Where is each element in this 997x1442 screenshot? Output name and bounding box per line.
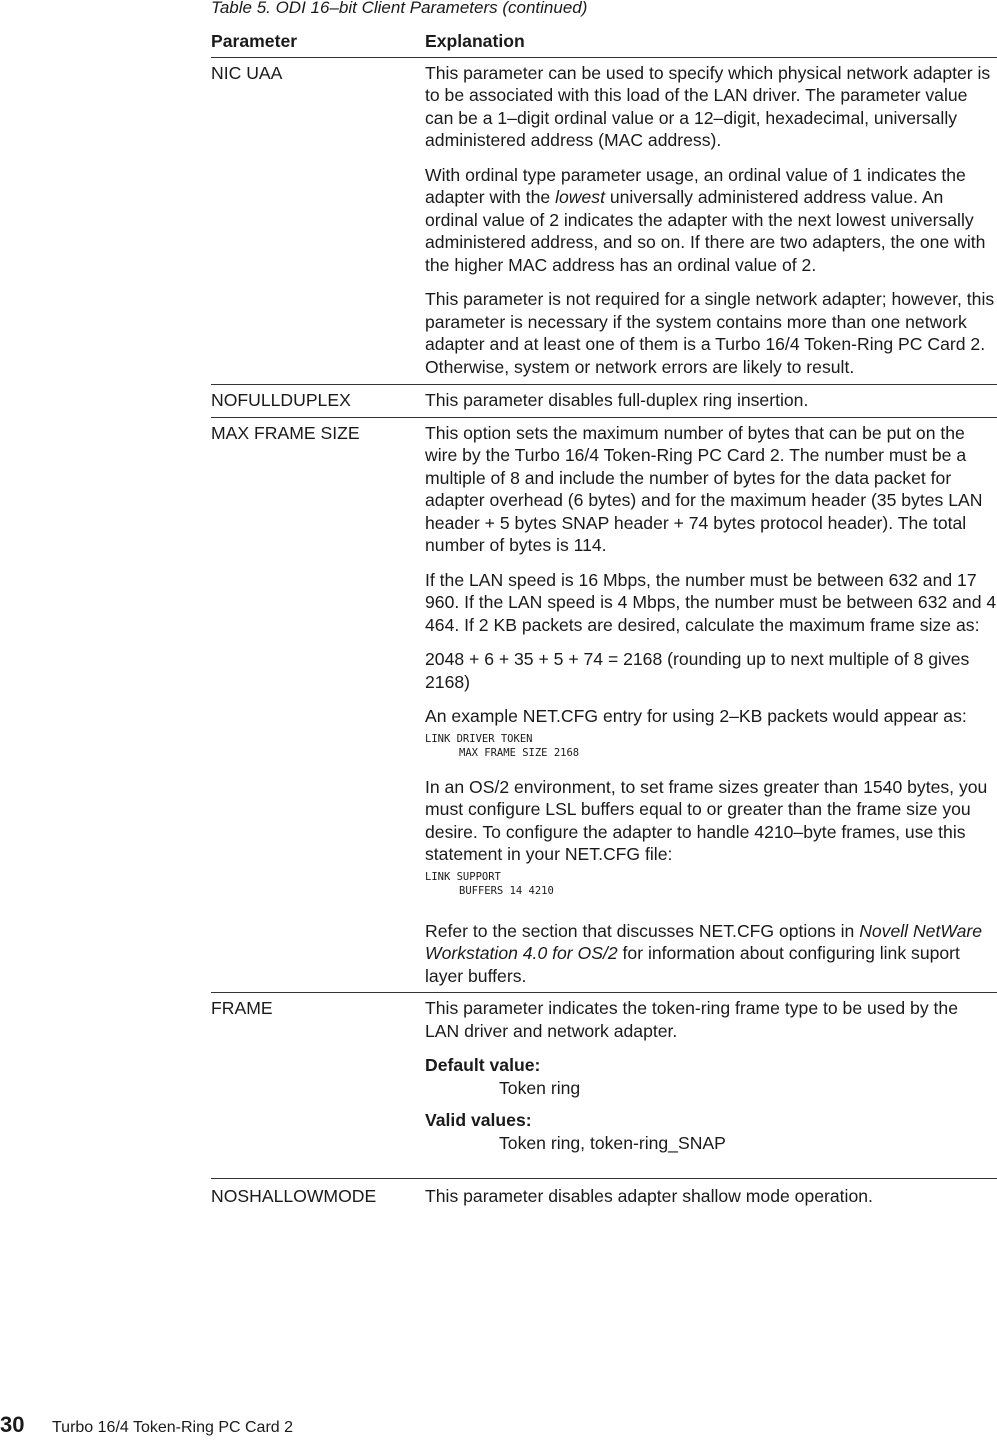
param-explanation xyxy=(425,1179,997,1213)
param-name: MAX FRAME SIZE xyxy=(211,417,425,993)
explanation-paragraph: With ordinal type parameter usage, an ordinal value of 1 indicates the adapter with the lowest universally administered address value. An ordinal value of 2 indicates the adapter with the next lowest universally administered address, and so on. If there are two adapters, the one with the higher MAC address has an ordinal value of 2. xyxy=(425,164,986,275)
valid-values: Token ring, token-ring_SNAP xyxy=(499,1132,726,1153)
param-name: NIC UAA xyxy=(211,62,283,83)
explanation-paragraph: This parameter disables adapter shallow mode operation. xyxy=(425,1186,873,1206)
explanation-paragraph: This option sets the maximum number of bytes that can be put on the wire by the Turbo 16/4 Token-Ring PC Card 2. The number must be a multiple of 8 and include the number of bytes for the data packet for adapter overhead (6 bytes) and for the maximum header (35 bytes LAN header + 5 bytes SNAP header + 74 bytes protocol header). The total number of bytes is 114. xyxy=(425,422,983,555)
param-explanation xyxy=(425,417,997,993)
valid-values-label: Valid values: xyxy=(425,1110,532,1130)
page-footer xyxy=(0,1412,293,1438)
explanation-paragraph: This parameter disables full-duplex ring insertion. xyxy=(425,390,809,410)
code-line: LINK DRIVER TOKEN xyxy=(425,732,533,745)
table-row-frame xyxy=(211,993,997,1179)
param-explanation xyxy=(425,57,997,385)
code-example xyxy=(425,870,997,898)
param-explanation xyxy=(425,385,997,418)
footer-title: Turbo 16/4 Token-Ring PC Card 2 xyxy=(52,1419,294,1436)
code-line: BUFFERS 14 4210 xyxy=(459,884,554,897)
emphasis-text: Novell NetWare Workstation 4.0 for OS/2 xyxy=(425,920,983,963)
table-row-nofullduplex xyxy=(211,385,997,418)
param-name: FRAME xyxy=(211,993,425,1179)
table-row-noshallowmode xyxy=(211,1179,997,1213)
explanation-paragraph: If the LAN speed is 16 Mbps, the number must be between 632 and 17 960. If the LAN speed is 4 Mbps, the number must be between 632 and 4 464. If 2 KB packets are desired, calculate the maximum frame size as: xyxy=(425,569,997,635)
explanation-paragraph: Refer to the section that discusses NET.CFG options in Novell NetWare Workstation 4.0 for OS/2 for information about configuring link suport layer buffers. xyxy=(425,920,983,986)
default-value: Token ring xyxy=(499,1077,581,1098)
explanation-paragraph: This parameter indicates the token-ring frame type to be used by the LAN driver and network adapter. xyxy=(425,998,958,1041)
default-value-label: Default value: xyxy=(425,1055,541,1075)
table-header-row xyxy=(211,30,997,57)
header-parameter: Parameter xyxy=(211,30,425,57)
code-example xyxy=(425,732,997,760)
explanation-paragraph: This parameter is not required for a single network adapter; however, this parameter is necessary if the system contains more than one network adapter and at least one of them is a Turbo 16/4 Token-Ring PC Card 2. Otherwise, system or network errors are likely to result. xyxy=(425,289,995,377)
table-caption: Table 5. ODI 16–bit Client Parameters (continued) xyxy=(211,0,588,17)
code-line: LINK SUPPORT xyxy=(425,870,501,883)
param-name: NOSHALLOWMODE xyxy=(211,1179,425,1213)
header-explanation: Explanation xyxy=(425,30,997,57)
explanation-paragraph: An example NET.CFG entry for using 2–KB packets would appear as: xyxy=(425,706,967,726)
page-number: 30 xyxy=(0,1412,25,1437)
explanation-paragraph: This parameter can be used to specify which physical network adapter is to be associated with this load of the LAN driver. The parameter value can be a 1–digit ordinal value or a 12–digit, hexadecimal, universally administered address (MAC address). xyxy=(425,62,991,150)
emphasis-text: lowest xyxy=(555,187,605,207)
explanation-paragraph: In an OS/2 environment, to set frame sizes greater than 1540 bytes, you must configure LSL buffers equal to or greater than the frame size you desire. To configure the adapter to handle 4210–byte frames, use this statement in your NET.CFG file: xyxy=(425,776,988,864)
code-line: MAX FRAME SIZE 2168 xyxy=(459,746,580,759)
param-name: NOFULLDUPLEX xyxy=(211,385,425,418)
explanation-paragraph: 2048 + 6 + 35 + 5 + 74 = 2168 (rounding up to next multiple of 8 gives 2168) xyxy=(425,649,970,692)
table-row-max-frame-size xyxy=(211,417,997,993)
parameters-table xyxy=(211,30,997,1213)
table-row-nic-uaa xyxy=(211,57,997,385)
param-explanation xyxy=(425,993,997,1179)
